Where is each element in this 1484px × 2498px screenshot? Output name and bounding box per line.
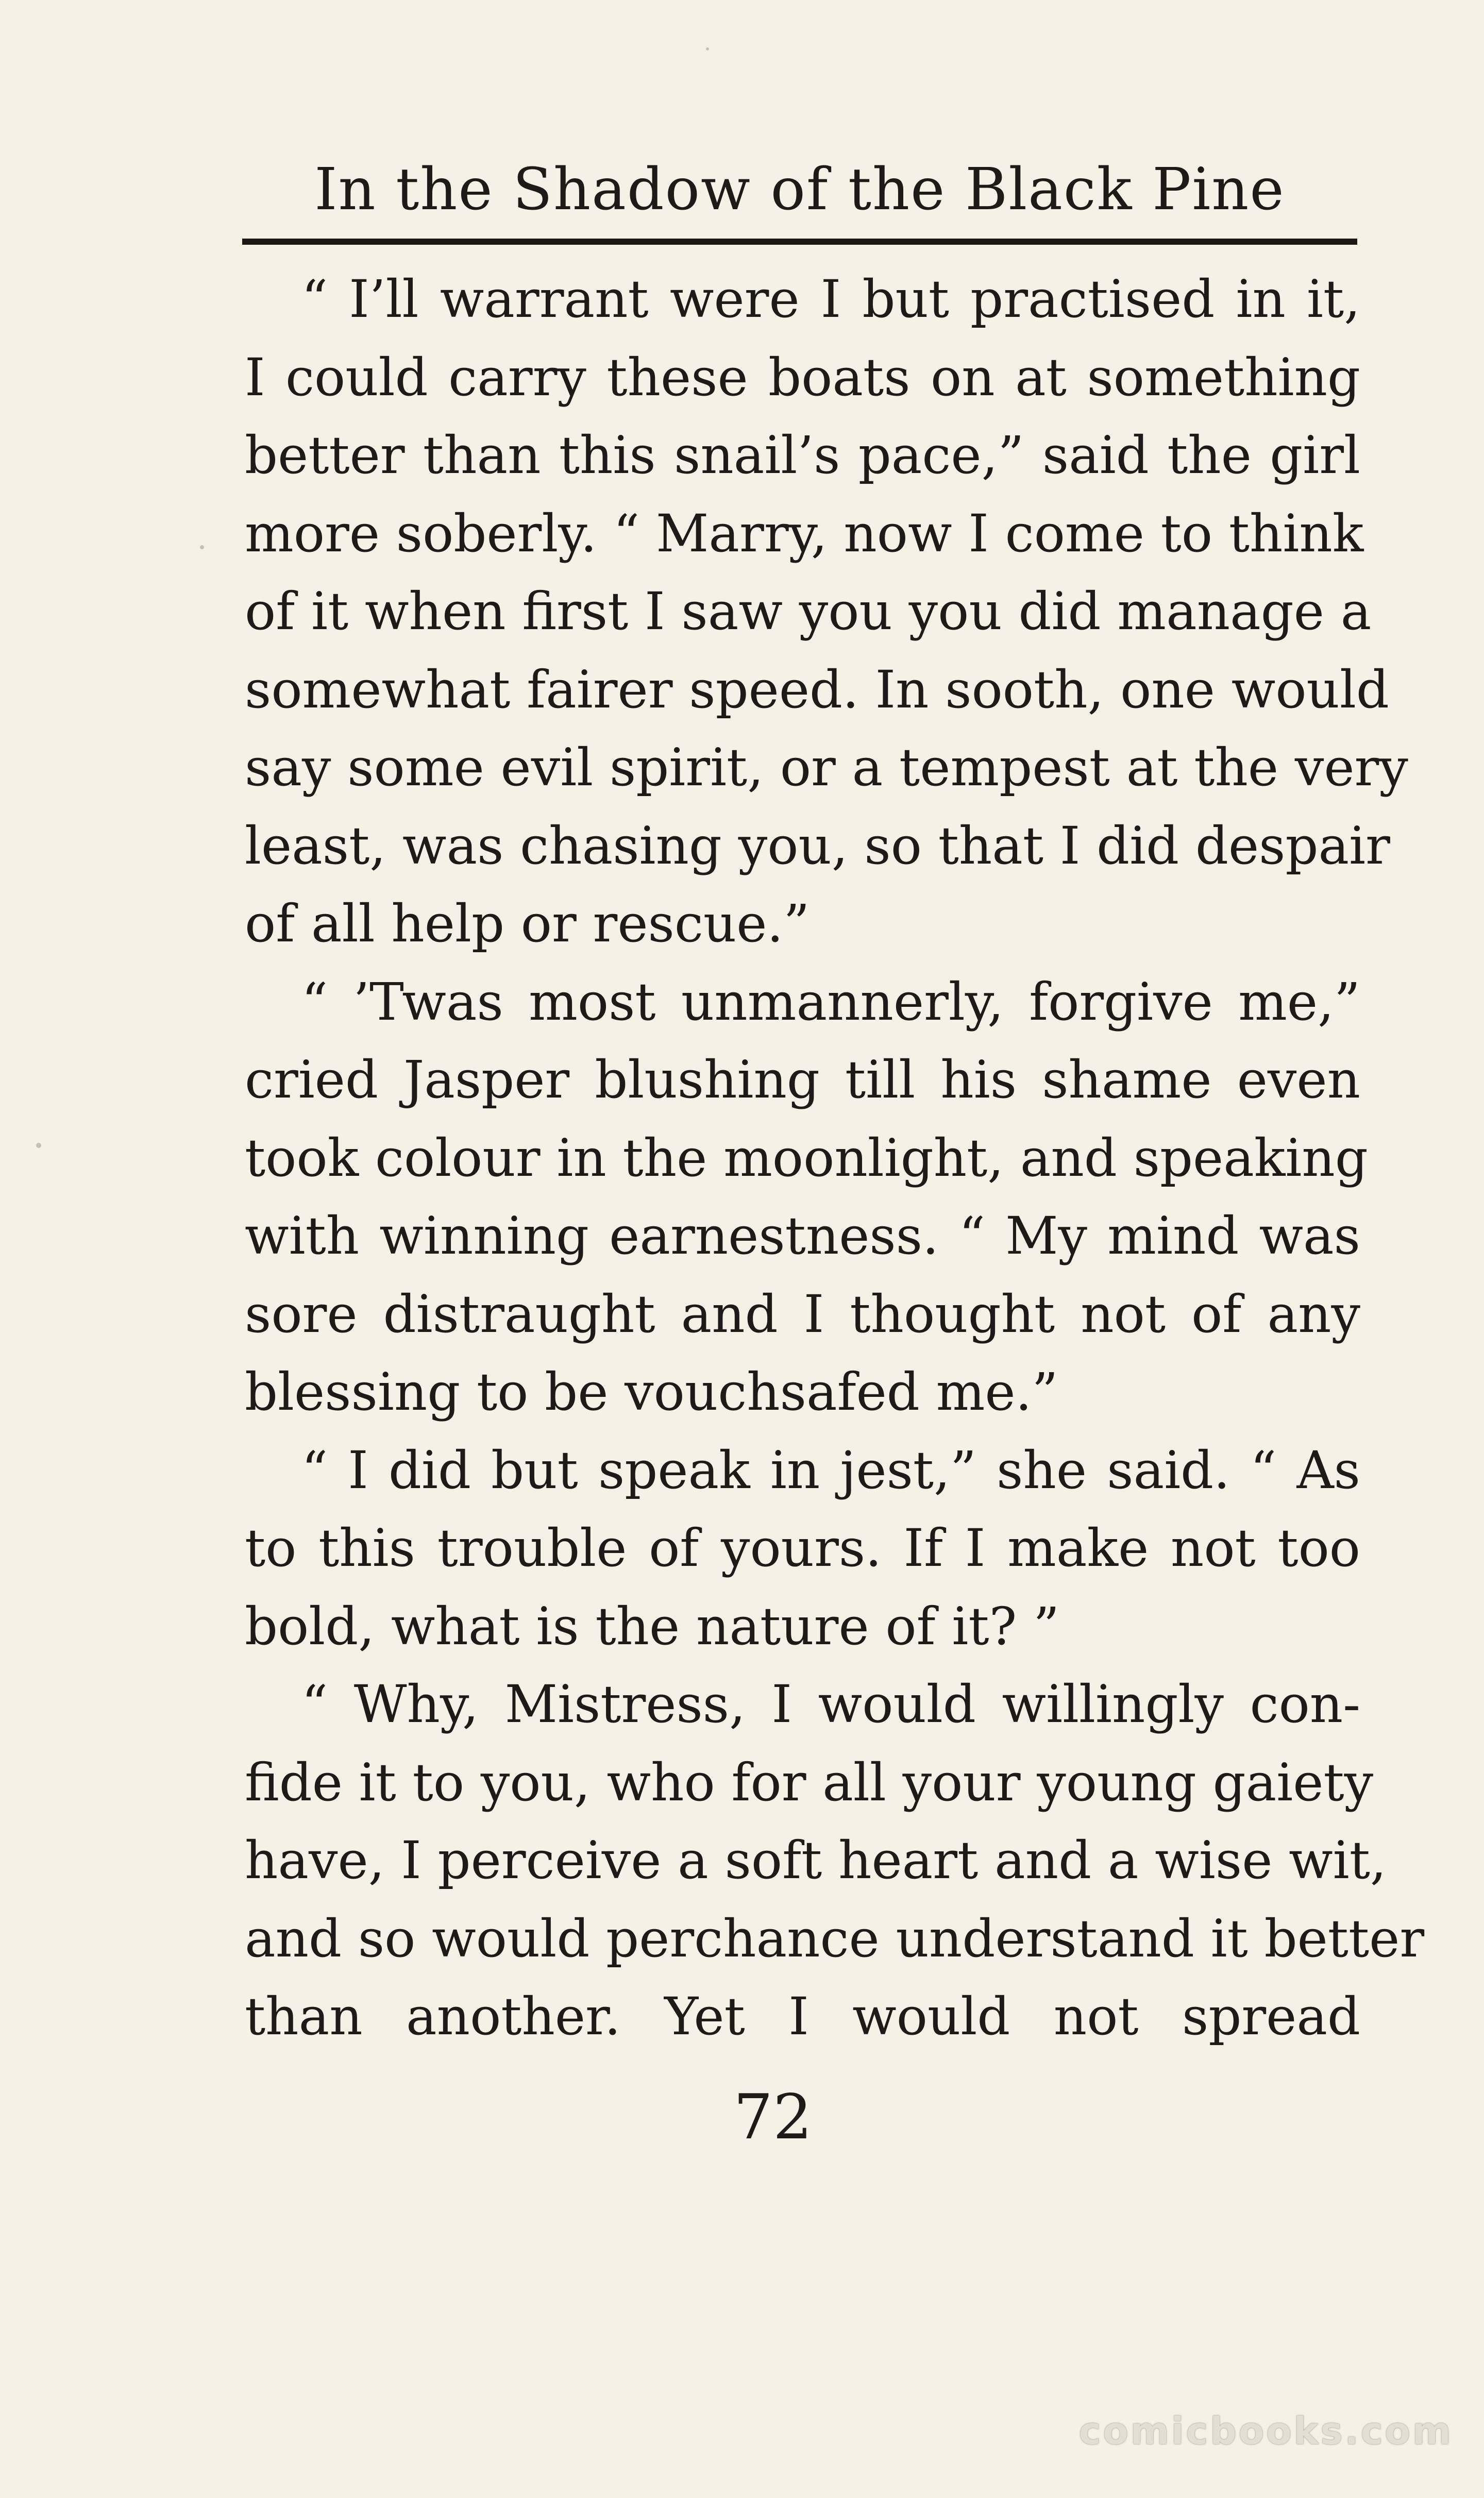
text-line: least, was chasing you, so that I did despair xyxy=(245,815,1390,876)
text-line: to this trouble of yours. If I make not too xyxy=(245,1518,1360,1578)
watermark: comicbooks.com xyxy=(1078,2409,1453,2453)
text-line: bold, what is the nature of it? ” xyxy=(245,1596,1060,1657)
text-line: of it when first I saw you you did manage a xyxy=(245,581,1372,642)
text-line: fide it to you, who for all your young gaiety xyxy=(245,1752,1374,1813)
text-line: “ ’Twas most unmannerly, forgive me,” xyxy=(301,971,1360,1032)
header-rule xyxy=(242,239,1357,245)
paper-speck xyxy=(200,545,204,549)
paper-speck xyxy=(706,47,709,50)
text-line: blessing to be vouchsafed me.” xyxy=(245,1362,1058,1422)
text-line: took colour in the moonlight, and speaking xyxy=(245,1127,1368,1188)
text-line: with winning earnestness. “ My mind was xyxy=(245,1206,1360,1266)
text-line: “ I did but speak in jest,” she said. “ As xyxy=(301,1440,1360,1500)
page-number: 72 xyxy=(733,2082,813,2153)
text-line: cried Jasper blushing till his shame even xyxy=(245,1050,1360,1110)
text-line: of all help or rescue.” xyxy=(245,893,810,954)
text-line: more soberly. “ Marry, now I come to think xyxy=(245,503,1364,564)
text-line: somewhat fairer speed. In sooth, one would xyxy=(245,659,1389,720)
text-line: than another. Yet I would not spread xyxy=(245,1986,1360,2047)
text-line: better than this snail’s pace,” said the girl xyxy=(245,425,1360,485)
text-line: and so would perchance understand it better xyxy=(245,1908,1425,1969)
text-line: “ I’ll warrant were I but practised in it, xyxy=(301,269,1360,329)
paper-speck xyxy=(36,1143,41,1148)
text-line: have, I perceive a soft heart and a wise wit, xyxy=(245,1830,1387,1891)
running-head: In the Shadow of the Black Pine xyxy=(314,156,1285,223)
text-line: say some evil spirit, or a tempest at the very xyxy=(245,737,1408,798)
body-text xyxy=(245,260,1425,2056)
text-line: sore distraught and I thought not of any xyxy=(245,1284,1360,1344)
text-line: I could carry these boats on at something xyxy=(245,347,1360,408)
text-line: “ Why, Mistress, I would willingly con- xyxy=(301,1674,1360,1734)
